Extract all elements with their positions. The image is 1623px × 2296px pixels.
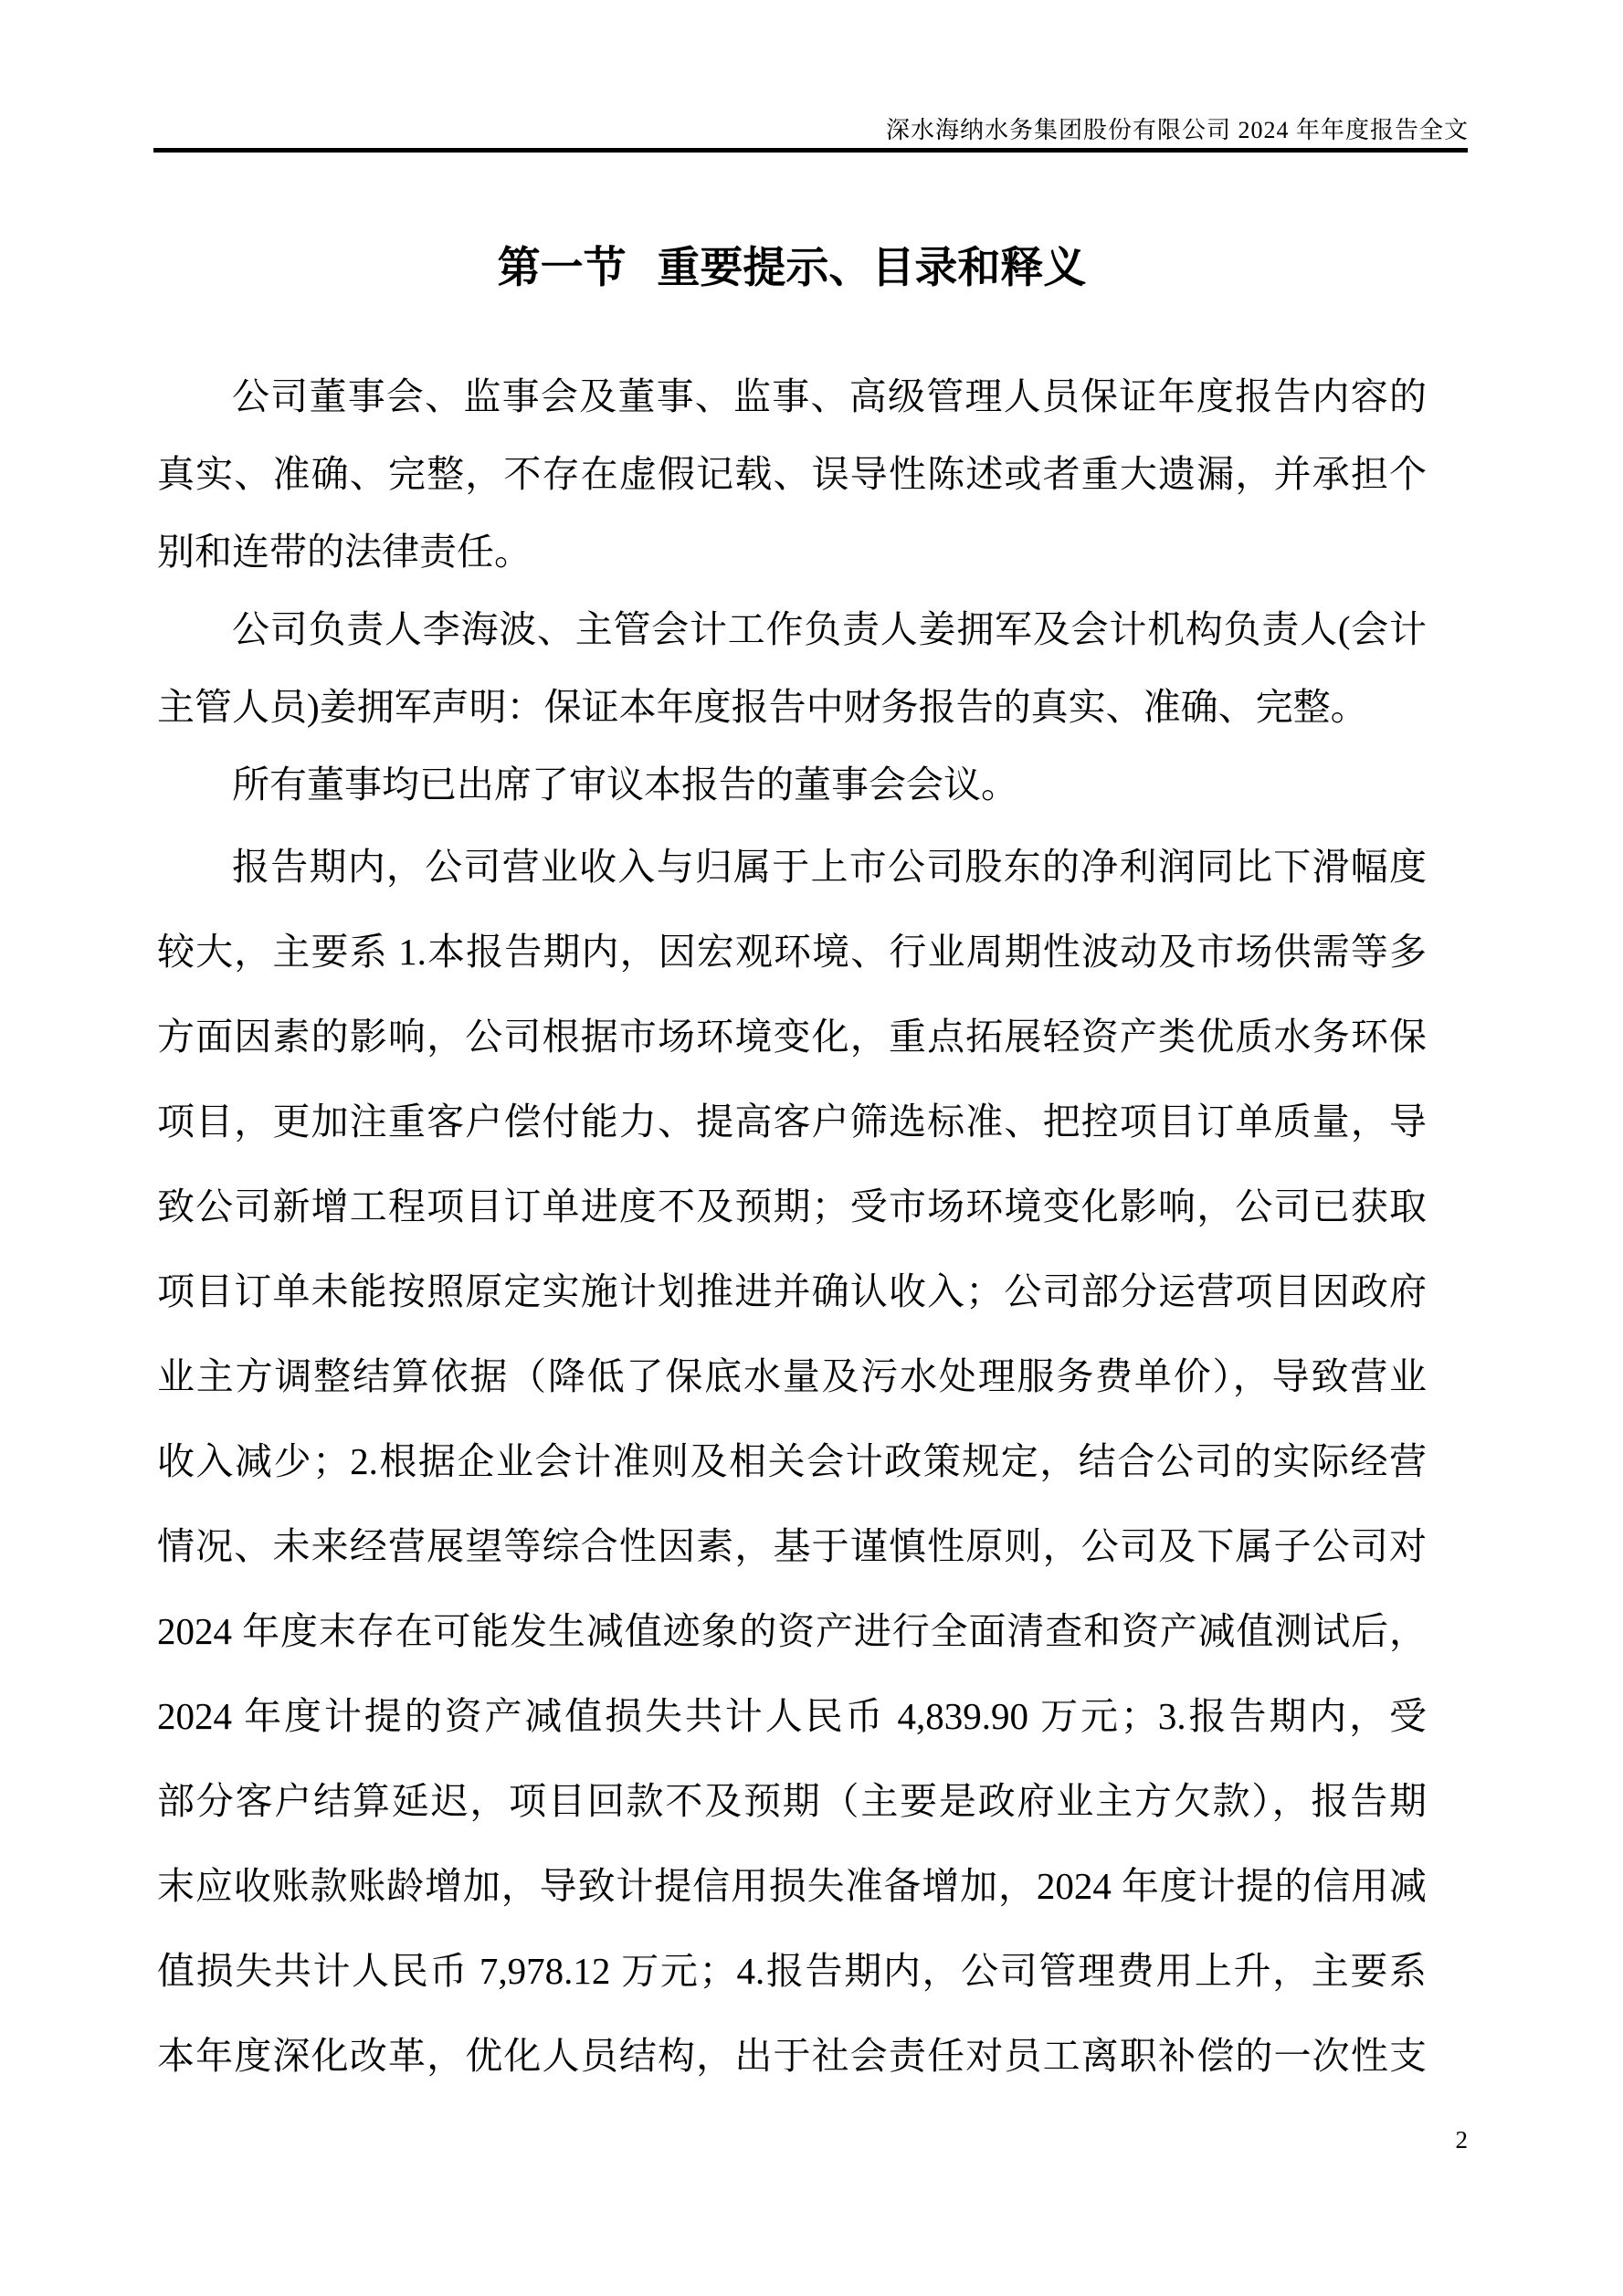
body-line: 本年度深化改革，优化人员结构，出于社会责任对员工离职补偿的一次性支 xyxy=(157,2035,1427,2077)
operating-results-paragraph xyxy=(157,825,1427,2099)
body-line: 收入减少；2.根据企业会计准则及相关会计政策规定，结合公司的实际经营 xyxy=(157,1440,1427,1482)
body-line: 公司董事会、监事会及董事、监事、高级管理人员保证年度报告内容的 xyxy=(232,375,1427,417)
body-line: 真实、准确、完整，不存在虚假记载、误导性陈述或者重大遗漏，并承担个 xyxy=(157,453,1427,495)
body-line: 致公司新增工程项目订单进度不及预期；受市场环境变化影响，公司已获取 xyxy=(157,1185,1427,1227)
body-line: 别和连带的法律责任。 xyxy=(157,531,532,573)
body-line: 2024 年度末存在可能发生减值迹象的资产进行全面清查和资产减值测试后， xyxy=(157,1610,1427,1652)
body-line: 业主方调整结算依据（降低了保底水量及污水处理服务费单价），导致营业 xyxy=(157,1355,1427,1397)
body-line: 报告期内，公司营业收入与归属于上市公司股东的净利润同比下滑幅度 xyxy=(232,846,1427,888)
body-line: 公司负责人李海波、主管会计工作负责人姜拥军及会计机构负责人(会计 xyxy=(232,608,1427,650)
header-divider-rule xyxy=(153,148,1468,153)
body-line: 项目订单未能按照原定实施计划推进并确认收入；公司部分运营项目因政府 xyxy=(157,1270,1427,1312)
body-line: 主管人员)姜拥军声明：保证本年度报告中财务报告的真实、准确、完整。 xyxy=(157,686,1368,728)
body-line: 方面因素的影响，公司根据市场环境变化，重点拓展轻资产类优质水务环保 xyxy=(157,1016,1427,1058)
body-line: 较大，主要系 1.本报告期内，因宏观环境、行业周期性波动及市场供需等多 xyxy=(157,931,1427,973)
body-line: 项目，更加注重客户偿付能力、提高客户筛选标准、把控项目订单质量，导 xyxy=(157,1101,1427,1143)
page-number: 2 xyxy=(1455,2126,1468,2154)
body-line: 2024 年度计提的资产减值损失共计人民币 4,839.90 万元；3.报告期内，受 xyxy=(157,1695,1427,1737)
body-line: 值损失共计人民币 7,978.12 万元；4.报告期内，公司管理费用上升，主要系 xyxy=(157,1950,1427,1992)
body-line: 所有董事均已出席了审议本报告的董事会会议。 xyxy=(232,764,1018,806)
body-line: 部分客户结算延迟，项目回款不及预期（主要是政府业主方欠款），报告期 xyxy=(157,1780,1427,1822)
section-title: 第一节 重要提示、目录和释义 xyxy=(497,245,1087,292)
page-header-title: 深水海纳水务集团股份有限公司 2024 年年度报告全文 xyxy=(885,117,1469,143)
body-line: 末应收账款账龄增加，导致计提信用损失准备增加，2024 年度计提的信用减 xyxy=(157,1865,1427,1907)
body-line: 情况、未来经营展望等综合性因素，基于谨慎性原则，公司及下属子公司对 xyxy=(157,1525,1427,1567)
intro-paragraphs xyxy=(157,358,1427,824)
